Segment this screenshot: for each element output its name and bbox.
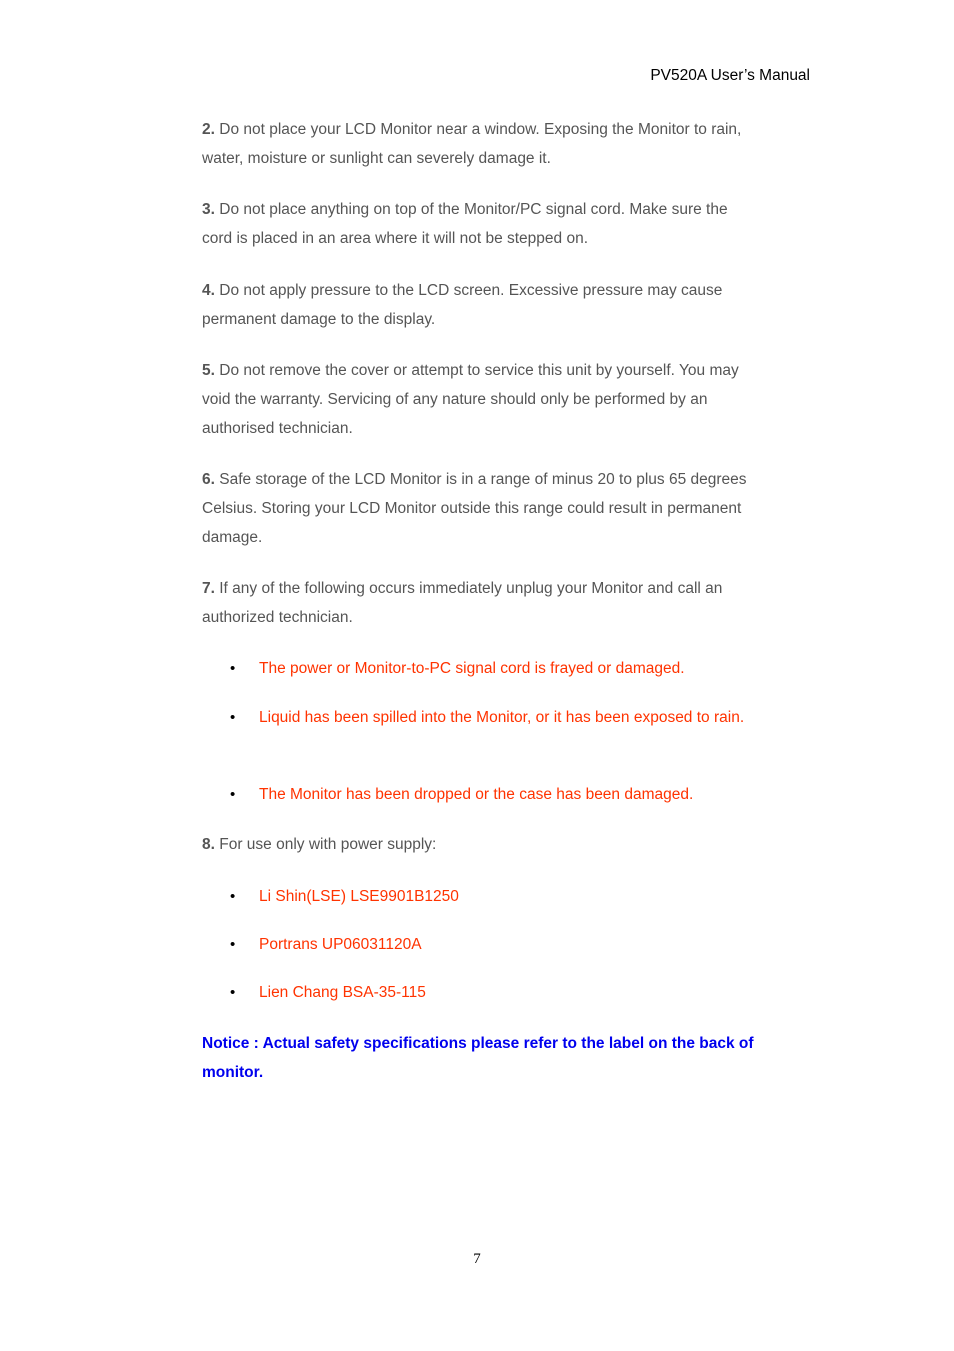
- power-supply-list: [202, 978, 762, 1007]
- list-item: [202, 930, 762, 959]
- instruction-5: [202, 356, 762, 443]
- bullet-icon: •: [230, 984, 236, 1001]
- instruction-3: [202, 195, 762, 253]
- item-number: 5.: [202, 362, 215, 379]
- item-text: For use only with power supply:: [214, 836, 437, 853]
- instruction-4: [202, 276, 762, 334]
- bullet-icon: •: [230, 888, 236, 905]
- power-supply-list: [202, 882, 762, 911]
- bullet-icon: •: [230, 709, 236, 726]
- instruction-6: [202, 465, 762, 552]
- item-text: Safe storage of the LCD Monitor is in a range of minus 20 to plus 65 degrees Celsius. Storing your LCD Monitor outside this range could result in permanent damage.: [202, 471, 747, 546]
- list-item-text: Portrans UP06031120A: [259, 936, 422, 953]
- item-text: Do not place your LCD Monitor near a window. Exposing the Monitor to rain, water, moisture or sunlight can severely damage it.: [202, 121, 742, 167]
- list-item: [202, 882, 762, 911]
- item-text: Do not remove the cover or attempt to service this unit by yourself. You may void the warranty. Servicing of any nature should only be performed by an authorised technician.: [202, 362, 739, 437]
- unplug-conditions-list: [202, 654, 762, 683]
- instruction-7: [202, 574, 762, 632]
- instruction-8: [202, 830, 436, 859]
- list-item-text: The power or Monitor-to-PC signal cord is frayed or damaged.: [259, 660, 685, 677]
- instruction-2: [202, 115, 762, 173]
- list-item-text: Lien Chang BSA-35-115: [259, 984, 426, 1001]
- item-text: If any of the following occurs immediately unplug your Monitor and call an authorized technician.: [202, 580, 723, 626]
- bullet-icon: •: [230, 936, 236, 953]
- bullet-icon: •: [230, 660, 236, 677]
- list-item: [202, 654, 762, 683]
- item-text: Do not place anything on top of the Monitor/PC signal cord. Make sure the cord is placed in an area where it will not be stepped on.: [202, 201, 728, 247]
- list-item-text: Li Shin(LSE) LSE9901B1250: [259, 888, 459, 905]
- item-number: 3.: [202, 201, 215, 218]
- item-number: 6.: [202, 471, 215, 488]
- item-number: 2.: [202, 121, 215, 138]
- unplug-conditions-list: [202, 703, 762, 732]
- page-header-title: PV520A User’s Manual: [650, 67, 810, 84]
- bullet-icon: •: [230, 786, 236, 803]
- list-item-text: The Monitor has been dropped or the case has been damaged.: [259, 786, 694, 803]
- unplug-conditions-list: [202, 780, 762, 809]
- item-text: Do not apply pressure to the LCD screen. Excessive pressure may cause permanent damage to the display.: [202, 282, 723, 328]
- list-item: [202, 978, 762, 1007]
- safety-notice: Notice : Actual safety specifications please refer to the label on the back of monitor.: [202, 1035, 754, 1081]
- item-number: 7.: [202, 580, 215, 597]
- item-number: 8.: [202, 836, 215, 853]
- list-item-text: Liquid has been spilled into the Monitor, or it has been exposed to rain.: [259, 709, 745, 726]
- item-number: 4.: [202, 282, 215, 299]
- power-supply-list: [202, 930, 762, 959]
- page-number: 7: [473, 1251, 481, 1267]
- list-item: [202, 780, 762, 809]
- list-item: [202, 703, 762, 732]
